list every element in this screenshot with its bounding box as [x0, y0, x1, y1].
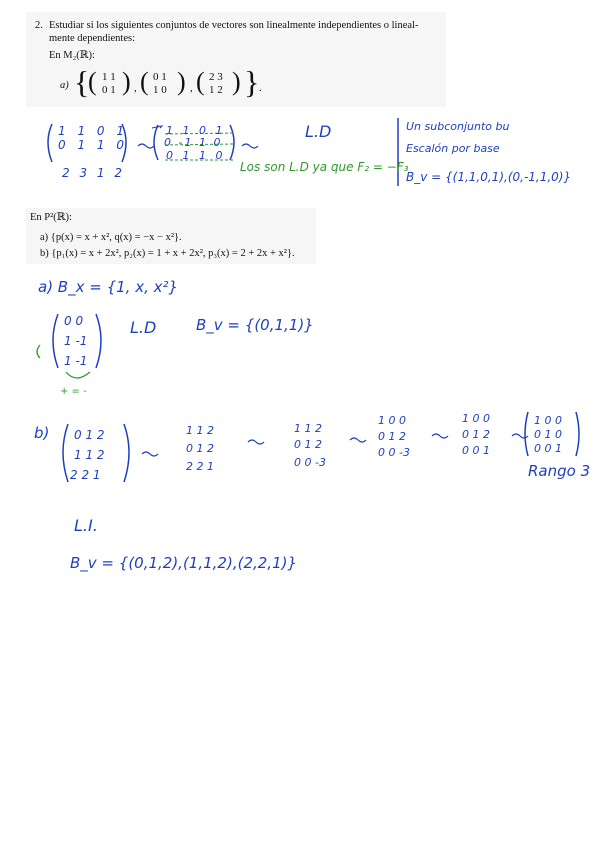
problem-statement-line2: mente dependientes:: [49, 33, 136, 44]
b-m6-row1: 1 0 0: [534, 414, 562, 427]
b-m5-row3: 0 0 1: [462, 444, 490, 457]
matrix2-row1: 0 1: [153, 71, 167, 83]
b-m6-row2: 0 1 0: [534, 428, 562, 441]
basis-m2: B_v = {(1,1,0,1),(0,-1,1,0)}: [406, 170, 572, 184]
b-label: b): [34, 424, 50, 442]
rango-label: Rango 3: [528, 462, 591, 480]
note-line1: Un subconjunto bu: [406, 120, 510, 133]
b-m3-row3: 0 0 -3: [294, 456, 326, 469]
p2-item-a: a) {p(x) = x + x², q(x) = −x − x²}.: [40, 232, 182, 243]
m2-heading: En M₂(ℝ):: [49, 50, 95, 61]
b-m1-row2: 1 1 2: [74, 448, 105, 462]
ld-label: L.D: [305, 122, 332, 141]
a-ld-label: L.D: [130, 318, 157, 337]
m2-matrix1-row2: 0 1 1 0: [58, 138, 128, 152]
a-matrix-row3: 1 -1: [64, 354, 88, 368]
basis-b: B_v = {(0,1,2),(1,1,2),(2,2,1)}: [70, 554, 298, 572]
b-m4-row1: 1 0 0: [378, 414, 406, 427]
note-line2: Escalón por base: [406, 142, 500, 155]
matrix3-row2: 1 2: [209, 84, 223, 96]
b-m2-row1: 1 1 2: [186, 424, 214, 437]
matrix1-row2: 0 1: [102, 84, 116, 96]
item-a-label: a): [60, 80, 69, 91]
b-m2-row2: 0 1 2: [186, 442, 214, 455]
a-basis: a) B_x = {1, x, x²}: [38, 278, 179, 296]
m2-matrix2-row3: 0 1 1 0: [166, 149, 226, 162]
a-matrix-row2: 1 -1: [64, 334, 88, 348]
b-m6-row3: 0 0 1: [534, 442, 562, 455]
matrix2-row2: 1 0: [153, 84, 167, 96]
m2-matrix-set: { ( 1 1 0 1 ) , ( 0 1 1 0 ) , ( 2 3 1 2 ) } .: [74, 64, 262, 100]
b-m1-row1: 0 1 2: [74, 428, 105, 442]
b-m3-row1: 1 1 2: [294, 422, 322, 435]
b-m4-row3: 0 0 -3: [378, 446, 410, 459]
problem-number: 2.: [35, 20, 43, 31]
p2-heading: En P²(ℝ):: [30, 212, 72, 223]
b-m3-row2: 0 1 2: [294, 438, 322, 451]
b-m2-row3: 2 2 1: [186, 460, 214, 473]
li-label: L.I.: [74, 516, 98, 535]
b-m1-row3: 2 2 1: [70, 468, 101, 482]
m2-matrix1-row1: 1 1 0 1: [58, 124, 128, 138]
m2-matrix1-bottom: 2 3 1 2: [62, 166, 125, 180]
m2-matrix2-row2: 0 -1 1 0: [164, 136, 223, 149]
matrix1-row1: 1 1: [102, 71, 116, 83]
b-m4-row2: 0 1 2: [378, 430, 406, 443]
a-matrix-row1: 0 0: [64, 314, 84, 328]
matrix3-row1: 2 3: [209, 71, 223, 83]
problem-statement-line1: Estudiar si los siguientes conjuntos de vectores son linealmente independientes o lineal-: [49, 20, 419, 31]
a-basis-vector: B_v = {(0,1,1)}: [196, 316, 314, 334]
b-m5-row1: 1 0 0: [462, 412, 490, 425]
p2-item-b: b) {p₁(x) = x + 2x², p₂(x) = 1 + x + 2x², p₃(x) = 2 + 2x + x²}.: [40, 248, 295, 259]
a-plus-note: + = -: [60, 386, 87, 397]
b-m5-row2: 0 1 2: [462, 428, 490, 441]
m2-matrix2-row1: 1 1 0 1: [166, 124, 226, 137]
green-note: Los son L.D ya que F₂ = −F₃: [240, 160, 409, 174]
